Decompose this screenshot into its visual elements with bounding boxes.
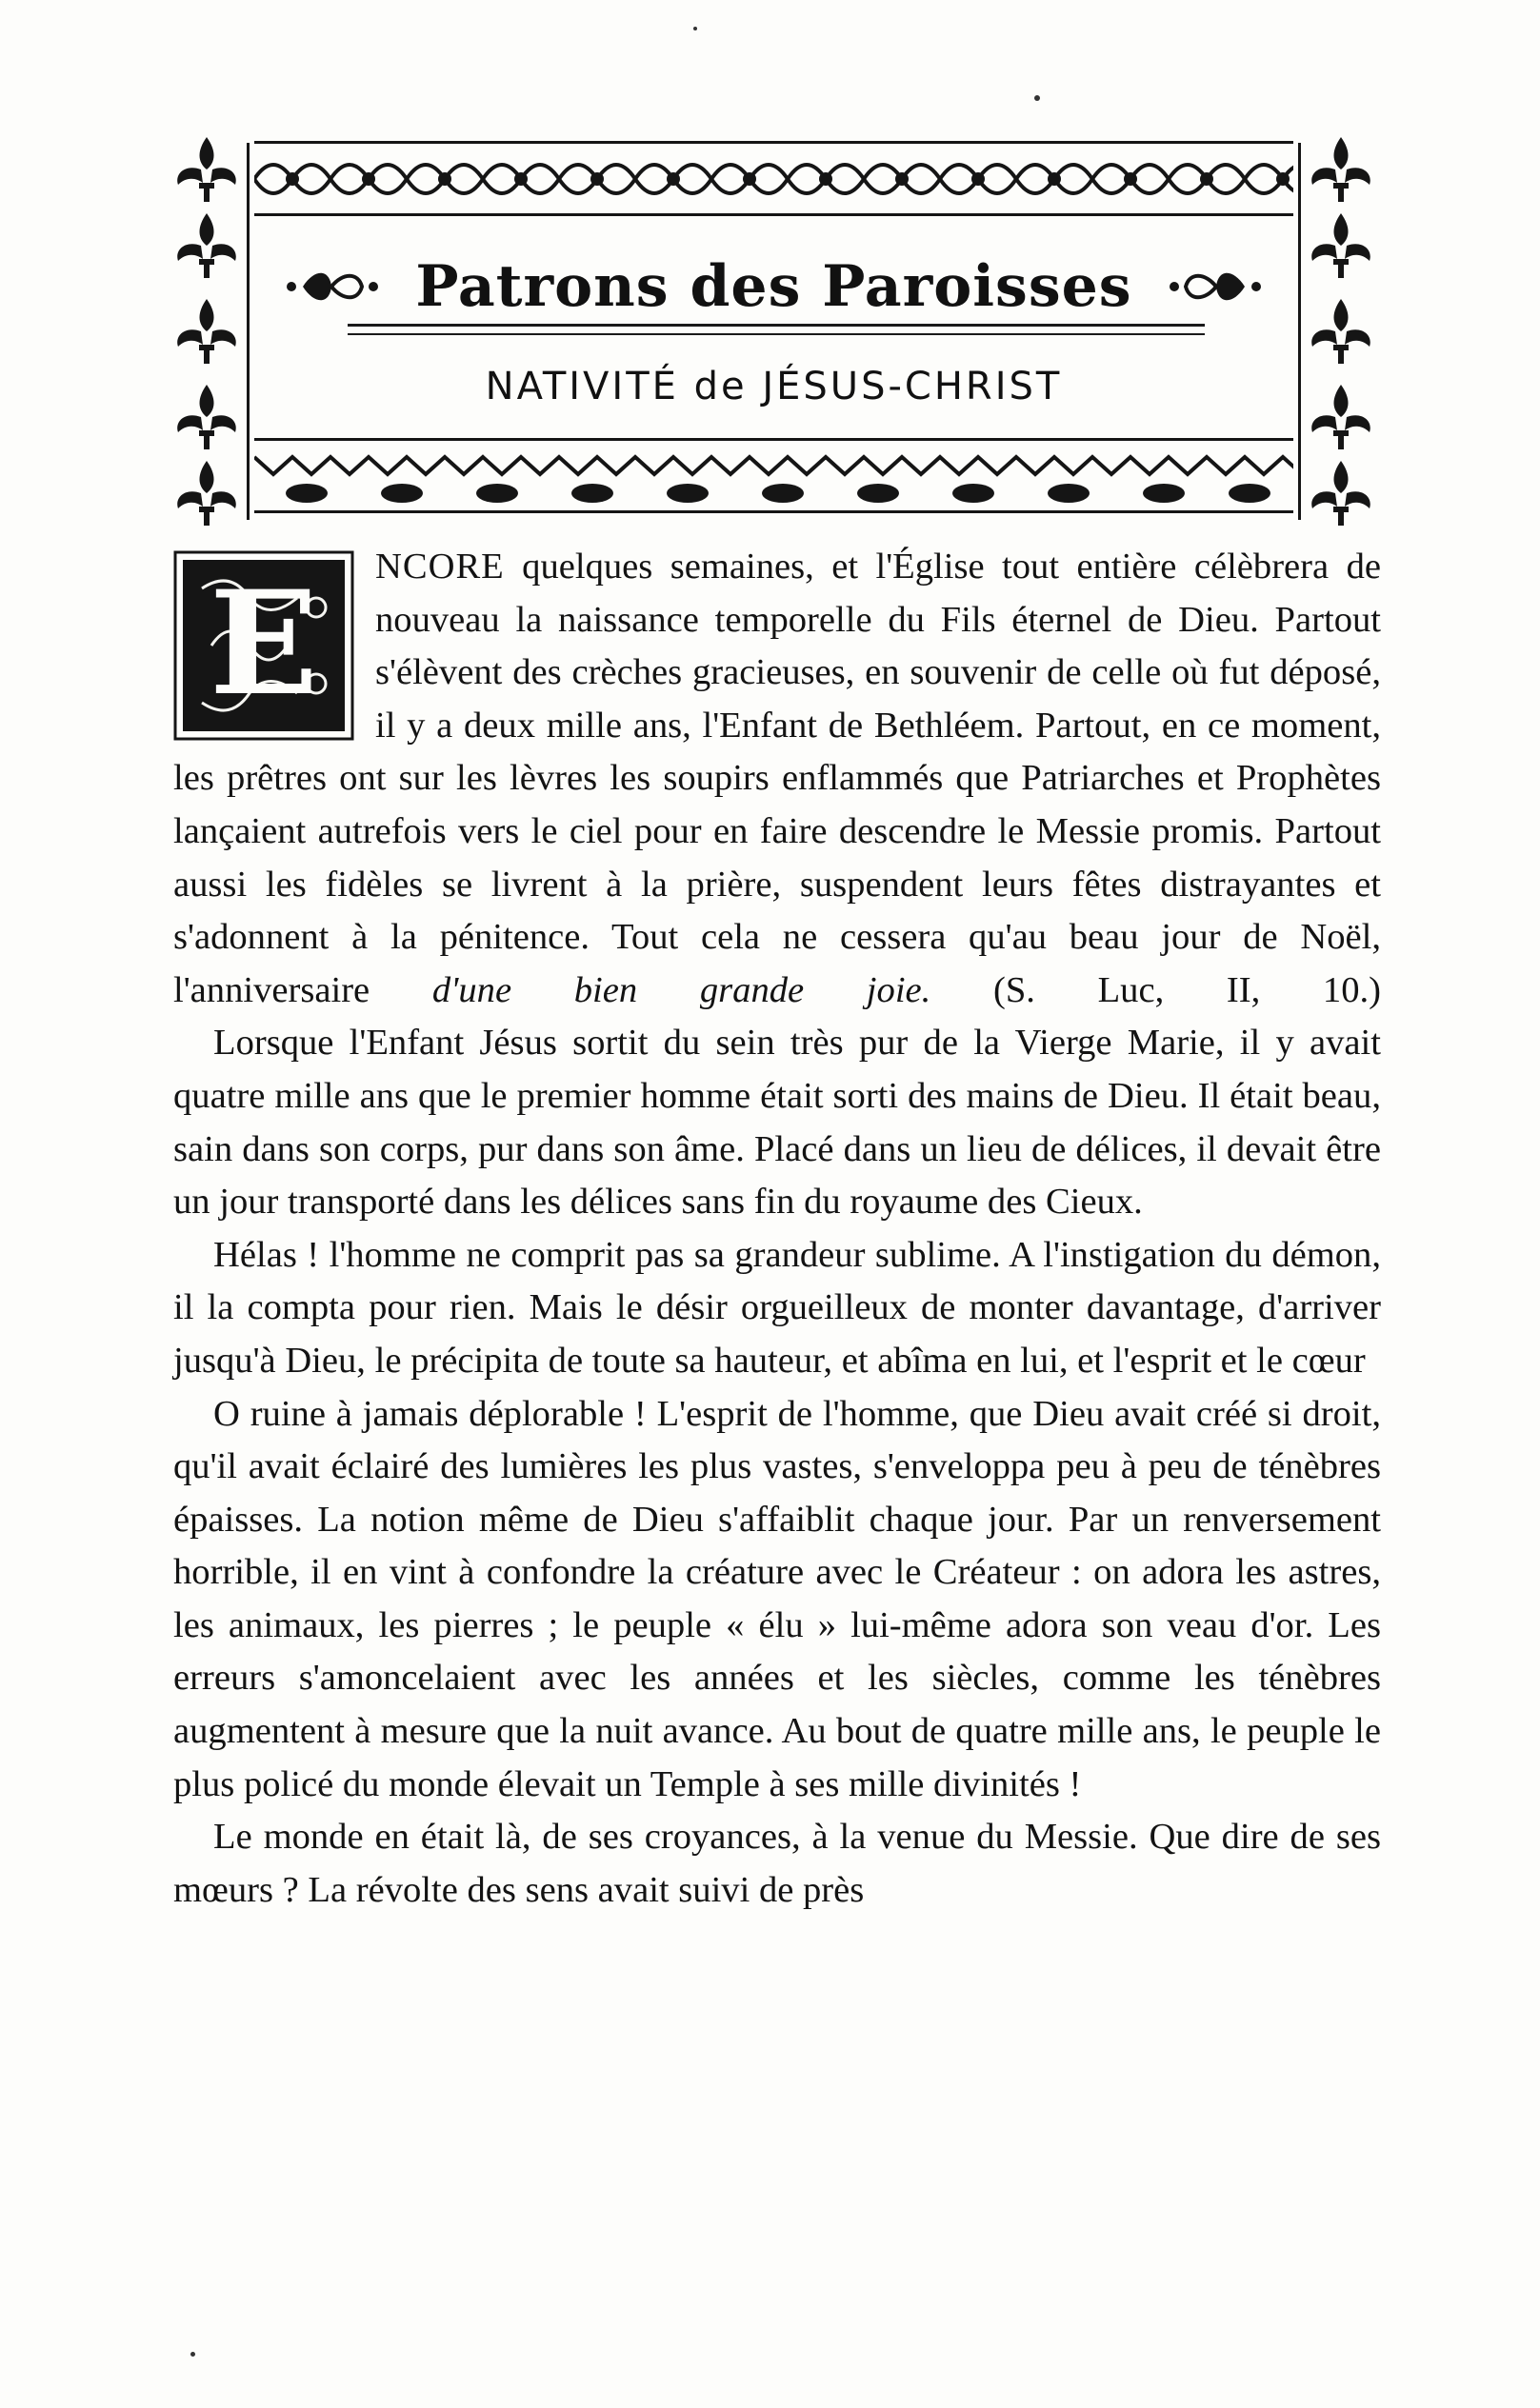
article-body — [173, 541, 1381, 1917]
right-fleuron-ornament — [1167, 265, 1266, 308]
page-title: Patrons des Paroisses — [415, 253, 1132, 320]
left-fleur-de-lis-column — [167, 131, 247, 531]
paragraph-3: Hélas ! l'homme ne comprit pas sa grandeur sublime. A l'instigation du démon, il la compta pour rien. Mais le désir orgueilleux de monter davantage, d'arriver jusqu'à Dieu, le précipita de toute sa hauteur, et abîma en lui, et l'esprit et le cœur — [173, 1234, 1381, 1381]
paragraph-4: O ruine à jamais déplorable ! L'esprit de l'homme, que Dieu avait créé si droit, qu'il avait éclairé des lumières les plus vastes, s'enveloppa peu à peu de ténèbres épaisses. La notion même de Dieu s'affaiblit chaque jour. Par un renversement horrible, il en vint à confondre la créature avec le Créateur : on adora les astres, les animaux, les pierres ; le peuple « élu » lui-même adora son veau d'or. Les erreurs s'amoncelaient avec les années et les siècles, comme les ténèbres augmentent à mesure que la nuit avance. Au bout de quatre mille ans, le peuple le plus policé du monde élevait un Temple à ses mille divinités ! — [173, 1393, 1381, 1804]
paragraph-1-text-b: (S. Luc, II, 10.) — [930, 969, 1381, 1010]
print-speck — [693, 27, 697, 30]
paragraph-1-italic: d'une bien grande joie. — [431, 969, 931, 1010]
paragraph-1 — [173, 541, 1381, 1017]
print-speck — [190, 2352, 195, 2357]
paragraph-1-lead: NCORE — [375, 547, 505, 587]
title-underline-thick — [348, 324, 1205, 327]
dropcap-illuminated-letter — [173, 550, 354, 741]
left-frame-rule — [247, 143, 250, 520]
top-ornament-band — [254, 141, 1293, 217]
paragraph-1-text-a: quelques semaines, et l'Église tout entière célèbrera de nouveau la naissance temporelle du Fils éternel de Dieu. Partout s'élèvent des crèches gracieuses, en souvenir de celle où fut déposé, il y a deux mille ans, l'Enfant de Bethléem. Partout, en ce moment, les prêtres ont sur les lèvres les soupirs enflammés que Patriarches et Prophètes lançaient autrefois vers le ciel pour en faire descendre le Messie promis. Partout aussi les fidèles se livrent à la prière, suspendent leurs fêtes distrayantes et s'adonnent à la pénitence. Tout cela ne cessera qu'au beau jour de Noël, l'anniversaire — [173, 547, 1381, 1010]
dropcap-glyph: E — [209, 560, 319, 727]
page-subtitle: NATIVITÉ de JÉSUS-CHRIST — [485, 365, 1063, 408]
paragraph-5: Le monde en était là, de ses croyances, à la venue du Messie. Que dire de ses mœurs ? La révolte des sens avait suivi de près — [173, 1817, 1381, 1910]
print-speck — [1034, 95, 1040, 101]
paragraph-2: Lorsque l'Enfant Jésus sortit du sein très pur de la Vierge Marie, il y avait quatre mille ans que le premier homme était sorti des mains de Dieu. Il était beau, sain dans son corps, pur dans son âme. Placé dans un lieu de délices, il devait être un jour transporté dans les délices sans fin du royaume des Cieux. — [173, 1023, 1381, 1223]
right-fleur-de-lis-column — [1301, 131, 1381, 531]
title-underline-thin — [348, 333, 1205, 335]
bottom-ornament-band — [254, 438, 1293, 514]
header-ornament-frame — [167, 131, 1381, 531]
left-fleuron-ornament — [282, 265, 381, 308]
